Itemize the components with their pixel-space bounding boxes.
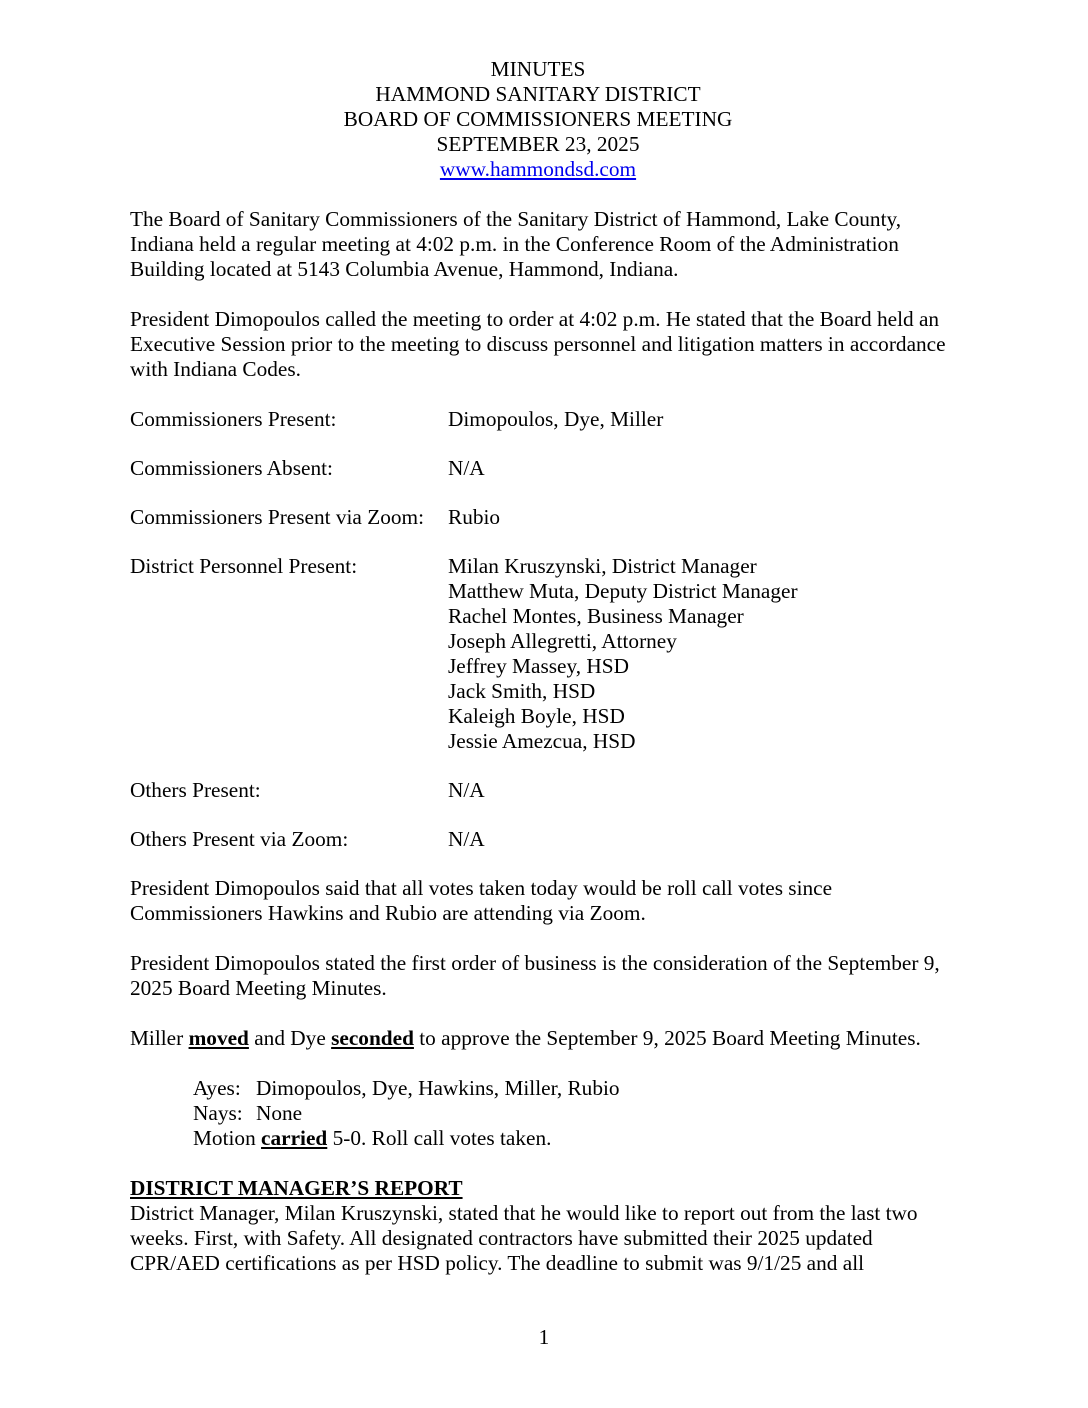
ayes-label: Ayes: [193,1076,241,1100]
attendance-value: N/A [448,827,485,851]
attendance-row-commissioners-absent [130,456,946,481]
personnel-item: Jeffrey Massey, HSD [448,654,629,678]
attendance-row-others-present [130,778,946,803]
first-order-paragraph: President Dimopoulos stated the first order of business is the consideration of the September 9, 2025 Board Meeting Minutes. [130,951,940,1000]
nays-value: None [256,1101,303,1125]
attendance-value: Dimopoulos, Dye, Miller [448,407,664,431]
attendance-row-commissioners-present [130,407,946,432]
attendance-value: N/A [448,778,485,802]
personnel-item: Jessie Amezcua, HSD [448,729,636,753]
attendance-row-commissioners-zoom [130,505,946,530]
district-manager-report-heading: DISTRICT MANAGER’S REPORT [130,1176,463,1200]
ayes-value: Dimopoulos, Dye, Hawkins, Miller, Rubio [256,1076,620,1100]
motion-mid: and Dye [248,1026,332,1050]
attendance-row-district-personnel [130,554,946,754]
ayes-line [193,1076,946,1101]
personnel-item: Milan Kruszynski, District Manager [448,554,757,578]
title-line-date: SEPTEMBER 23, 2025 [436,132,640,156]
website-link[interactable]: www.hammondsd.com [439,157,637,181]
nays-line [193,1101,946,1126]
attendance-label: Others Present: [130,778,261,802]
spacer [130,182,946,207]
personnel-item: Kaleigh Boyle, HSD [448,704,625,728]
personnel-item: Jack Smith, HSD [448,679,596,703]
attendance-label: Commissioners Absent: [130,456,333,480]
title-line-meeting: BOARD OF COMMISSIONERS MEETING [343,107,733,131]
document-header [130,57,946,182]
roll-call-votes-paragraph: President Dimopoulos said that all votes taken today would be roll call votes since Commissioners Hawkins and Rubio are attending via Zoom. [130,876,833,925]
carried-post: 5-0. Roll call votes taken. [327,1126,552,1150]
personnel-item: Joseph Allegretti, Attorney [448,629,677,653]
title-line-district: HAMMOND SANITARY DISTRICT [375,82,701,106]
nays-label: Nays: [193,1101,243,1125]
page-number: 1 [538,1325,550,1349]
attendance-label: Others Present via Zoom: [130,827,349,851]
motion-pre: Miller [130,1026,189,1050]
attendance-value: N/A [448,456,485,480]
attendance-label: Commissioners Present via Zoom: [130,505,424,529]
attendance-value: Rubio [448,505,501,529]
motion-seconded-word: seconded [331,1026,414,1050]
attendance-label: Commissioners Present: [130,407,337,431]
title-line-minutes: MINUTES [490,57,586,81]
call-to-order-paragraph: President Dimopoulos called the meeting to order at 4:02 p.m. He stated that the Board held an Executive Session prior to the meeting to discuss personnel and litigation matters in accordance with Indiana Codes. [130,307,946,381]
personnel-list [448,554,946,754]
motion-post: to approve the September 9, 2025 Board Meeting Minutes. [413,1026,921,1050]
motion-moved-word: moved [188,1026,249,1050]
website-link-line [130,157,946,182]
carried-word: carried [261,1126,328,1150]
attendance-row-others-zoom [130,827,946,852]
motion-paragraph [130,1026,946,1051]
personnel-item: Matthew Muta, Deputy District Manager [448,579,798,603]
district-manager-report-body: District Manager, Milan Kruszynski, stated that he would like to report out from the last two weeks. First, with Safety. All designated contractors have submitted their 2025 updated CPR/AED certifications as per HSD policy. The deadline to submit was 9/1/25 and all [130,1201,918,1275]
motion-carried-line [193,1126,946,1151]
attendance-label: District Personnel Present: [130,554,358,578]
vote-result-block [130,1076,946,1151]
intro-paragraph: The Board of Sanitary Commissioners of the Sanitary District of Hammond, Lake County, Indiana held a regular meeting at 4:02 p.m. in the Conference Room of the Administration Building located at 5143 Columbia Avenue, Hammond, Indiana. [130,207,902,281]
carried-pre: Motion [193,1126,262,1150]
personnel-item: Rachel Montes, Business Manager [448,604,744,628]
